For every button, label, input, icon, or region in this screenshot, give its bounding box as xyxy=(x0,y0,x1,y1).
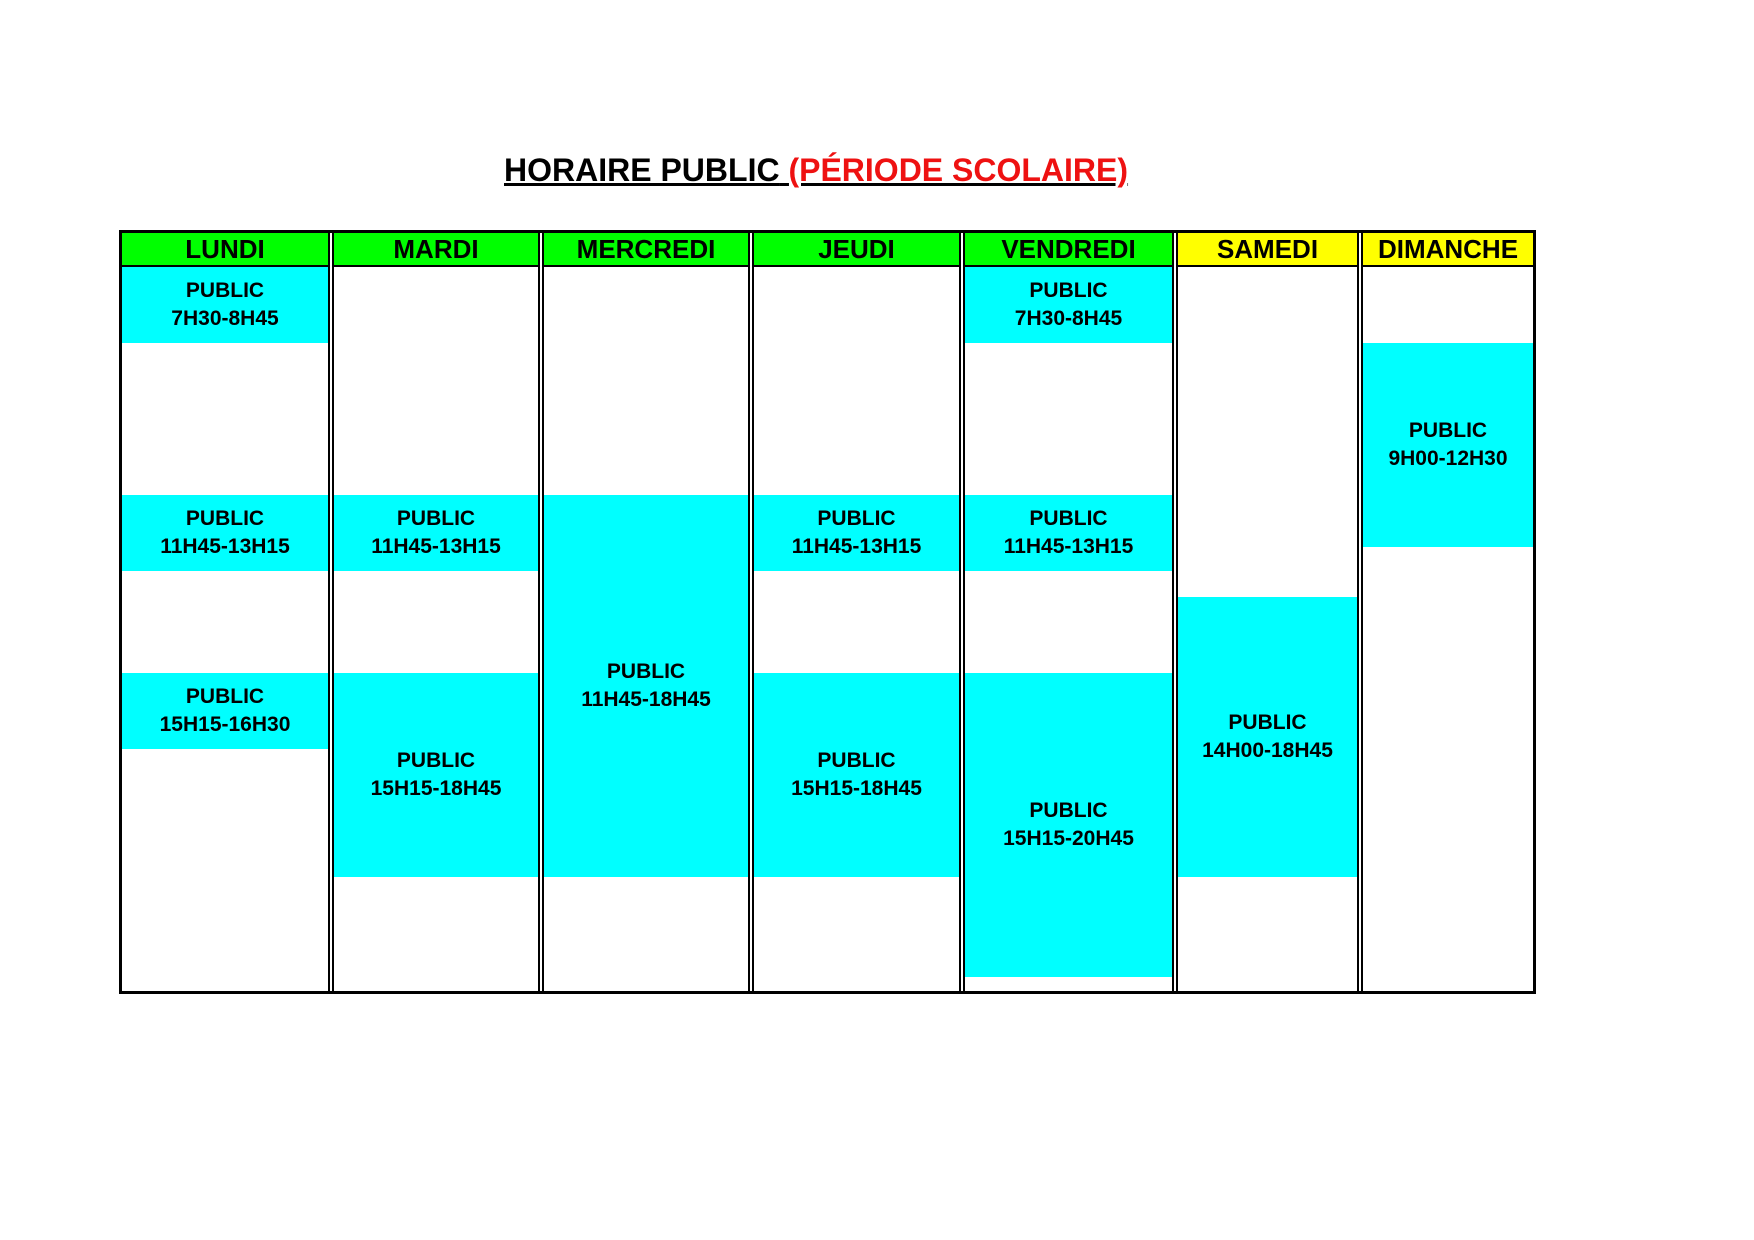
day-header-vendredi: VENDREDI xyxy=(965,233,1172,267)
slot-time: 9H00-12H30 xyxy=(1388,447,1508,470)
time-slot xyxy=(334,673,538,877)
time-slot xyxy=(1178,597,1357,877)
slot-label: PUBLIC xyxy=(1228,711,1307,734)
time-slot xyxy=(1363,343,1533,547)
slot-time: 11H45-13H15 xyxy=(160,535,290,558)
time-slot xyxy=(965,495,1172,571)
day-column-dimanche xyxy=(1363,233,1533,991)
time-slot xyxy=(122,673,328,749)
page-title xyxy=(504,150,1128,190)
slot-time: 11H45-13H15 xyxy=(371,535,501,558)
day-column-mardi xyxy=(334,233,544,991)
day-column-lundi xyxy=(122,233,334,991)
slot-label: PUBLIC xyxy=(185,685,265,708)
time-slot xyxy=(122,267,328,343)
slot-time: 7H30-8H45 xyxy=(171,307,279,330)
slot-time: 15H15-18H45 xyxy=(791,777,922,800)
time-slot xyxy=(544,495,748,877)
day-header-mardi: MARDI xyxy=(334,233,538,267)
slot-label: PUBLIC xyxy=(185,507,265,530)
slot-label: PUBLIC xyxy=(185,279,265,302)
time-slot xyxy=(122,495,328,571)
slot-label: PUBLIC xyxy=(817,749,896,772)
time-slot xyxy=(754,673,959,877)
day-header-mercredi: MERCREDI xyxy=(544,233,748,267)
slot-label: PUBLIC xyxy=(396,749,476,772)
time-slot xyxy=(965,267,1172,343)
slot-label: PUBLIC xyxy=(396,507,476,530)
time-slot xyxy=(754,495,959,571)
slot-label: PUBLIC xyxy=(1029,507,1108,530)
time-slot xyxy=(965,673,1172,977)
day-header-lundi: LUNDI xyxy=(122,233,328,267)
slot-time: 14H00-18H45 xyxy=(1202,739,1333,762)
day-column-vendredi xyxy=(965,233,1178,991)
title-main: HORAIRE PUBLIC xyxy=(504,152,780,188)
slot-label: PUBLIC xyxy=(1029,279,1108,302)
slot-label: PUBLIC xyxy=(817,507,896,530)
title-period: (PÉRIODE SCOLAIRE) xyxy=(788,152,1129,188)
slot-time: 15H15-20H45 xyxy=(1003,827,1134,850)
slot-label: PUBLIC xyxy=(1029,799,1108,822)
day-header-jeudi: JEUDI xyxy=(754,233,959,267)
slot-time: 7H30-8H45 xyxy=(1014,307,1123,330)
day-column-samedi xyxy=(1178,233,1363,991)
slot-label: PUBLIC xyxy=(606,660,686,683)
slot-time: 11H45-18H45 xyxy=(581,688,711,711)
day-header-dimanche: DIMANCHE xyxy=(1363,233,1533,267)
day-column-jeudi xyxy=(754,233,965,991)
slot-label: PUBLIC xyxy=(1408,419,1488,442)
day-header-samedi: SAMEDI xyxy=(1178,233,1357,267)
slot-time: 11H45-13H15 xyxy=(1003,535,1134,558)
time-slot xyxy=(334,495,538,571)
slot-time: 15H15-16H30 xyxy=(159,713,291,736)
day-column-mercredi xyxy=(544,233,754,991)
schedule-table xyxy=(119,230,1536,994)
slot-time: 11H45-13H15 xyxy=(791,535,922,558)
slot-time: 15H15-18H45 xyxy=(370,777,502,800)
